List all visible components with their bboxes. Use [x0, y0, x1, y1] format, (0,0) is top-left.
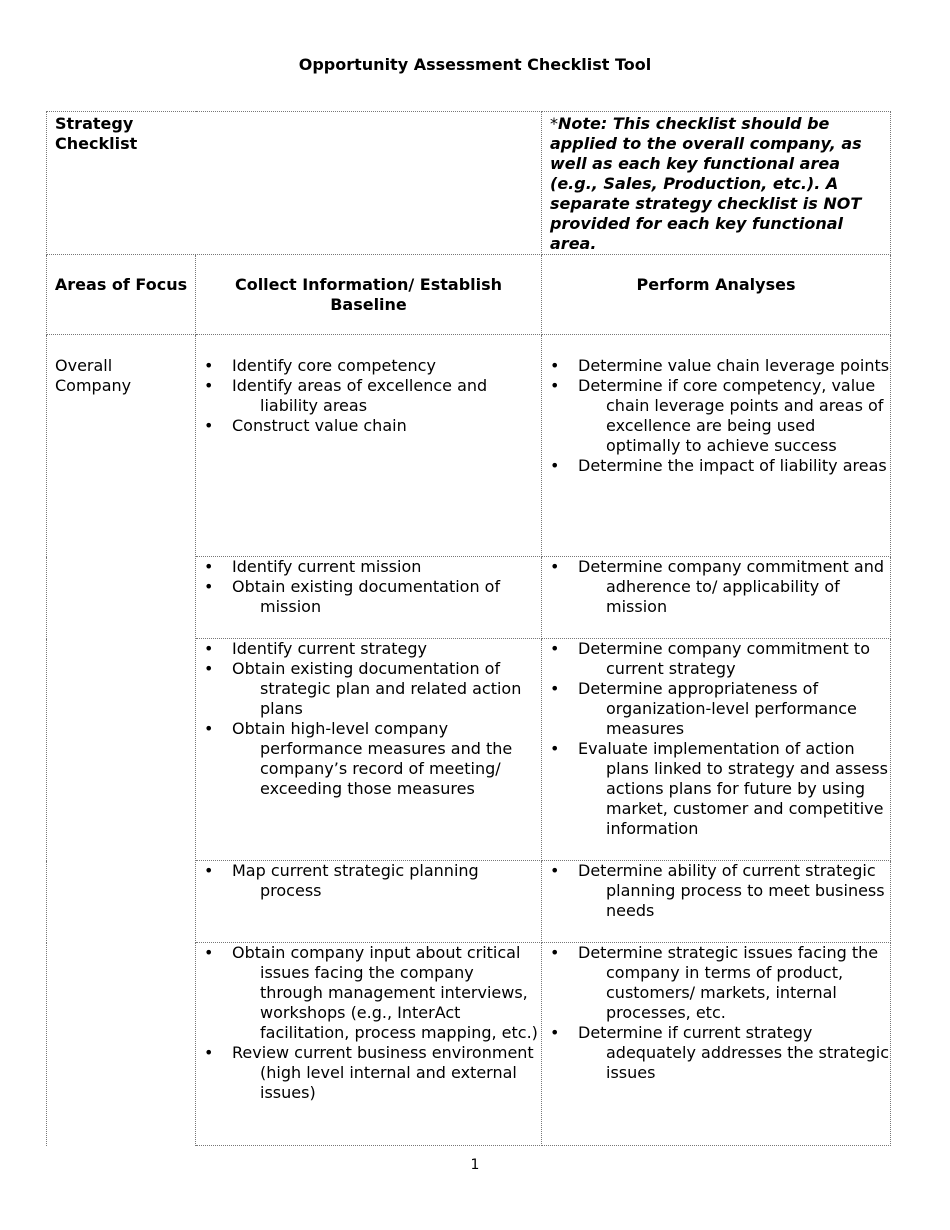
analyses-cell [542, 639, 891, 861]
bullet-icon: • [204, 416, 214, 435]
collect-cell [196, 557, 542, 639]
bullet-icon: • [550, 1023, 560, 1042]
analyses-list [542, 861, 890, 921]
bullet-icon: • [204, 1043, 214, 1062]
area-label: Overall Company [55, 356, 132, 395]
list-item-text: Determine ability of current strategic planning process to meet business needs [578, 861, 885, 920]
analyses-cell [542, 557, 891, 639]
list-item-text: Determine if core competency, value chain leverage points and areas of excellence are being used optimally to achieve success [578, 376, 884, 455]
list-item-text: Determine value chain leverage points [578, 356, 890, 375]
bullet-icon: • [204, 861, 214, 880]
analyses-cell [542, 943, 891, 1146]
list-item [196, 719, 541, 799]
collect-cell [196, 861, 542, 943]
list-item-text: Determine company commitment and adherence to/ applicability of mission [578, 557, 885, 616]
bullet-icon: • [204, 943, 214, 962]
collect-cell [196, 335, 542, 557]
analyses-list [542, 639, 890, 839]
bullet-icon: • [550, 376, 560, 395]
checklist-header-row [47, 112, 891, 255]
list-item-text: Determine if current strategy adequately addresses the strategic issues [578, 1023, 889, 1082]
list-item-text: Determine the impact of liability areas [578, 456, 887, 475]
list-item-text: Evaluate implementation of action plans linked to strategy and assess actions plans for future by using market, customer and competitive information [578, 739, 888, 838]
list-item-text: Review current business environment (high level internal and external issues) [232, 1043, 534, 1102]
column-header-areas: Areas of Focus [47, 255, 196, 335]
bullet-icon: • [550, 356, 560, 375]
analyses-cell [542, 335, 891, 557]
bullet-icon: • [204, 577, 214, 596]
collect-list [196, 356, 541, 436]
list-item-text: Identify current mission [232, 557, 422, 576]
bullet-icon: • [550, 639, 560, 658]
list-item [196, 356, 541, 376]
note-asterisk: * [550, 114, 558, 133]
bullet-icon: • [550, 557, 560, 576]
list-item-text: Determine strategic issues facing the company in terms of product, customers/ markets, internal processes, etc. [578, 943, 879, 1022]
list-item [542, 557, 890, 617]
list-item-text: Obtain high-level company performance measures and the company’s record of meeting/ exceeding those measures [232, 719, 513, 798]
analyses-list [542, 943, 890, 1083]
collect-list [196, 557, 541, 617]
column-header-row [47, 255, 891, 335]
area-cell [47, 335, 196, 1146]
bullet-icon: • [204, 356, 214, 375]
collect-list [196, 639, 541, 799]
list-item [196, 861, 541, 901]
bullet-icon: • [550, 679, 560, 698]
list-item-text: Identify areas of excellence and liability areas [232, 376, 488, 415]
checklist-title: Strategy Checklist [55, 114, 138, 153]
collect-list [196, 861, 541, 901]
list-item [542, 943, 890, 1023]
bullet-icon: • [204, 376, 214, 395]
list-item-text: Obtain existing documentation of strategic plan and related action plans [232, 659, 522, 718]
collect-cell [196, 943, 542, 1146]
list-item [542, 679, 890, 739]
strategy-checklist-table [46, 111, 891, 1146]
list-item-text: Map current strategic planning process [232, 861, 479, 900]
list-item [542, 861, 890, 921]
list-item [196, 943, 541, 1043]
list-item [542, 639, 890, 679]
bullet-icon: • [550, 943, 560, 962]
list-item-text: Identify current strategy [232, 639, 428, 658]
list-item-text: Determine appropriateness of organization-level performance measures [578, 679, 857, 738]
bullet-icon: • [550, 739, 560, 758]
note-text: Note: This checklist should be applied to the overall company, as well as each key functional area (e.g., Sales, Production, etc.). A separate strategy checklist is NOT provided for each key functional area. [550, 114, 862, 253]
list-item [542, 376, 890, 456]
bullet-icon: • [204, 659, 214, 678]
bullet-icon: • [204, 639, 214, 658]
list-item [196, 376, 541, 416]
list-item [196, 1043, 541, 1103]
list-item-text: Obtain company input about critical issues facing the company through management interviews, workshops (e.g., InterAct facilitation, process mapping, etc.) [232, 943, 538, 1042]
analyses-list [542, 557, 890, 617]
list-item [542, 356, 890, 376]
column-header-analyses: Perform Analyses [542, 255, 891, 335]
page-number: 1 [470, 1157, 480, 1173]
bullet-icon: • [204, 557, 214, 576]
list-item-text: Construct value chain [232, 416, 407, 435]
list-item [542, 1023, 890, 1083]
list-item [196, 659, 541, 719]
list-item [196, 416, 541, 436]
list-item-text: Determine company commitment to current strategy [578, 639, 870, 678]
list-item [196, 639, 541, 659]
list-item [196, 577, 541, 617]
document-title: Opportunity Assessment Checklist Tool [298, 55, 652, 74]
list-item [542, 456, 890, 476]
collect-cell [196, 639, 542, 861]
list-item-text: Identify core competency [232, 356, 436, 375]
bullet-icon: • [550, 456, 560, 475]
note-cell [542, 112, 891, 255]
bullet-icon: • [550, 861, 560, 880]
collect-list [196, 943, 541, 1103]
list-item [196, 557, 541, 577]
list-item-text: Obtain existing documentation of mission [232, 577, 501, 616]
list-item [542, 739, 890, 839]
analyses-cell [542, 861, 891, 943]
bullet-icon: • [204, 719, 214, 738]
checklist-title-cell [47, 112, 542, 255]
table-row [47, 335, 891, 557]
column-header-collect: Collect Information/ Establish Baseline [196, 255, 542, 335]
analyses-list [542, 356, 890, 476]
